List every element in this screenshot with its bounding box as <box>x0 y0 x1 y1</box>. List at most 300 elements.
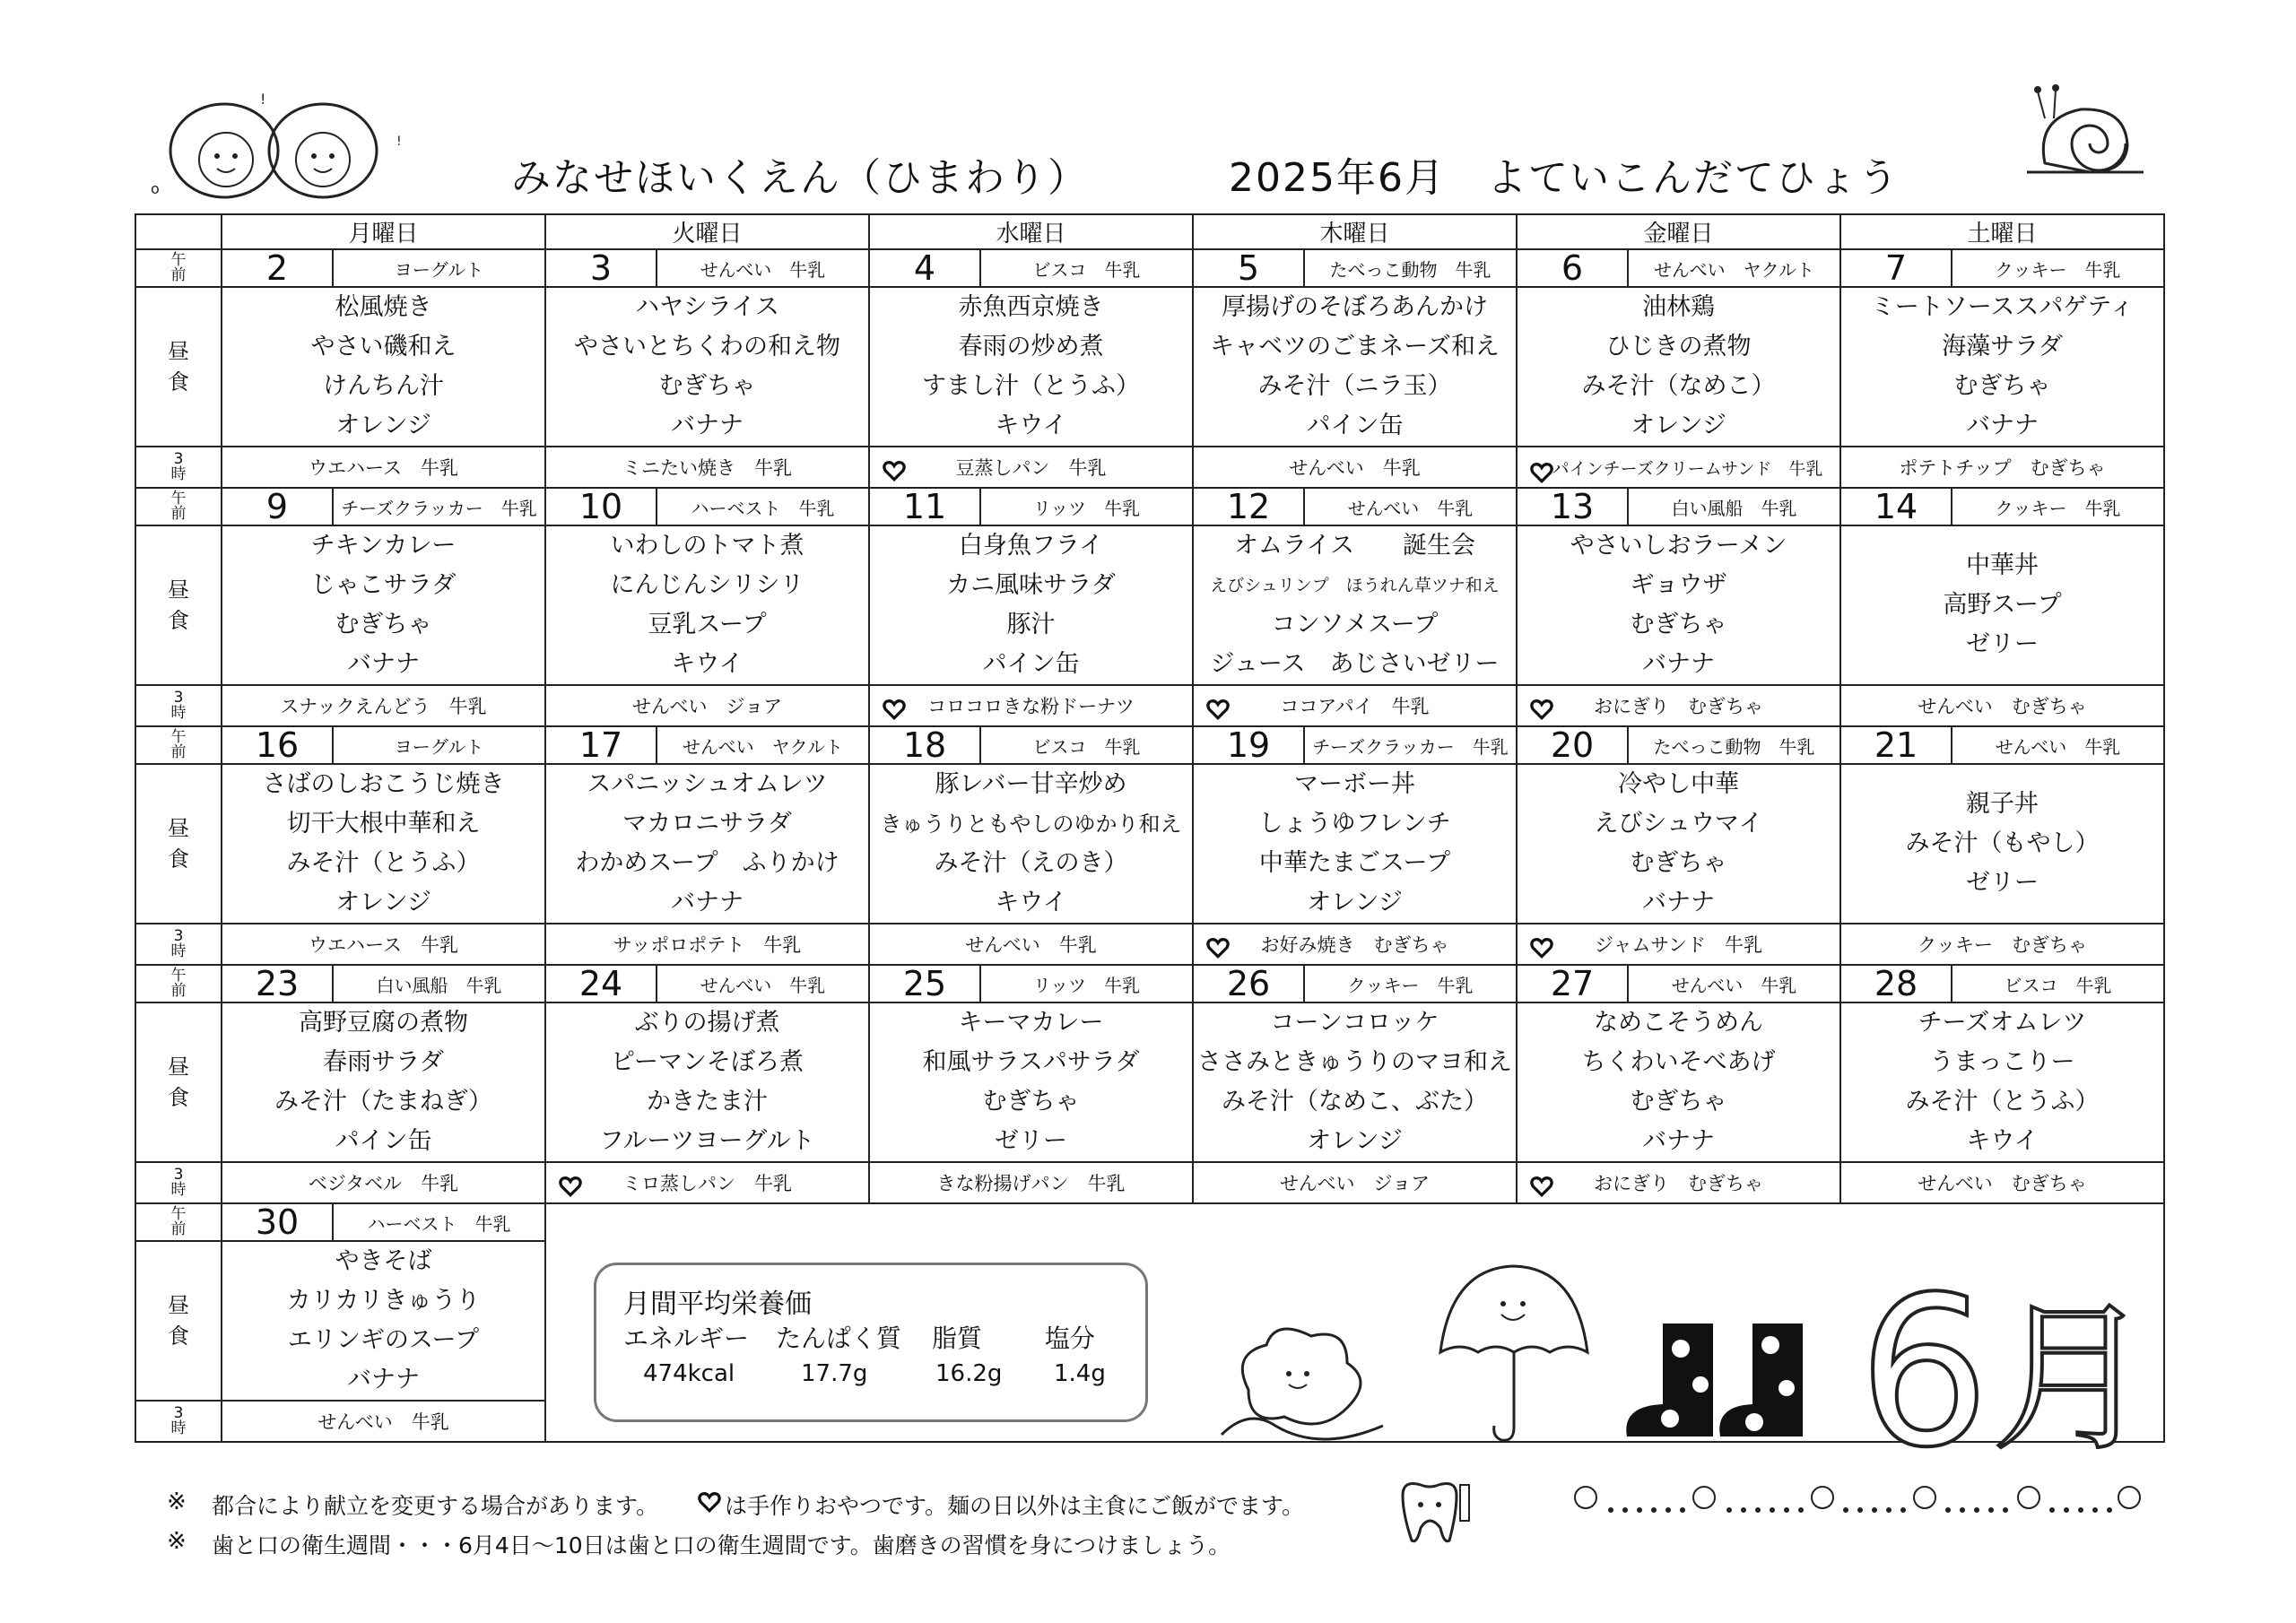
menu-item: バナナ <box>347 1366 420 1393</box>
pm-snack: せんべい 牛乳 <box>1289 457 1421 479</box>
pm-snack: せんべい 牛乳 <box>965 934 1097 956</box>
day-lunch-cell <box>1193 525 1517 685</box>
weekday-header-row <box>135 214 2164 249</box>
am-snack: せんべい 牛乳 <box>700 974 826 996</box>
am-snack: せんべい 牛乳 <box>700 258 826 281</box>
menu-item: パイン缶 <box>982 650 1080 678</box>
date-number: 23 <box>222 966 334 1002</box>
pm-snack: おにぎり むぎちゃ <box>1594 1173 1763 1194</box>
menu-item: 豚レバー甘辛炒め <box>935 770 1127 798</box>
lunch-menu <box>222 1003 544 1161</box>
menu-item: オレンジ <box>1631 412 1726 439</box>
date-number: 5 <box>1194 250 1305 286</box>
svg-text:!: ! <box>260 91 266 108</box>
menu-item: えびシュウマイ <box>1594 810 1763 838</box>
pm-snack: 豆蒸しパン 牛乳 <box>955 457 1107 479</box>
am-snack: せんべい 牛乳 <box>1347 497 1474 519</box>
menu-item: にんじんシリシリ <box>610 571 804 599</box>
menu-item: 海藻サラダ <box>1942 333 2063 360</box>
menu-item: ハヤシライス <box>635 293 779 321</box>
pm-snack: せんべい 牛乳 <box>317 1411 449 1433</box>
day-pm-cell <box>545 924 869 965</box>
day-am-cell <box>1517 965 1840 1002</box>
day-pm-cell <box>545 447 869 488</box>
day-lunch-cell <box>222 525 545 685</box>
pm-snack: おにぎり むぎちゃ <box>1594 696 1763 717</box>
day-pm-cell <box>545 685 869 726</box>
row-label: 昼 食 <box>168 816 189 872</box>
day-pm-cell <box>869 685 1193 726</box>
pm-label-cell <box>135 924 222 965</box>
lunch-menu <box>1194 1003 1516 1161</box>
svg-text:!: ! <box>396 135 402 149</box>
menu-item: 高野豆腐の煮物 <box>299 1009 468 1037</box>
menu-item: 松風焼き <box>335 293 432 321</box>
day-am-cell <box>1840 488 2164 525</box>
day-pm-cell <box>222 685 545 726</box>
nutrition-value: 16.2g <box>935 1360 1003 1387</box>
tooth-icon <box>1394 1478 1474 1546</box>
day-lunch-cell <box>869 1002 1193 1162</box>
pm-snack-row <box>135 447 2164 488</box>
nutrition-value: 17.7g <box>801 1360 868 1387</box>
am-snack: せんべい 牛乳 <box>1671 974 1797 996</box>
menu-item: バナナ <box>347 650 420 678</box>
menu-item: マカロニサラダ <box>622 810 792 838</box>
day-am-cell <box>869 249 1193 287</box>
menu-item: コンソメスープ <box>1271 611 1439 638</box>
date-number: 16 <box>222 727 334 763</box>
nutrition-box <box>594 1263 1148 1422</box>
menu-item: みそ汁（とうふ） <box>286 849 481 877</box>
menu-item: ぶりの揚げ煮 <box>634 1009 780 1037</box>
menu-item: わかめスープ ふりかけ <box>575 849 839 877</box>
umbrella-illustration <box>1433 1259 1595 1447</box>
big-kanji-month: 月 <box>1991 1286 2152 1467</box>
am-snack: せんべい ヤクルト <box>683 735 843 758</box>
weekday-header: 水曜日 <box>869 214 1193 249</box>
day-am-cell <box>545 965 869 1002</box>
pm-snack: クッキー むぎちゃ <box>1918 934 2087 956</box>
date-number: 28 <box>1841 966 1952 1002</box>
day-pm-cell <box>869 1162 1193 1203</box>
nutrition-header: 塩分 <box>1045 1324 1096 1353</box>
date-number: 11 <box>870 489 981 525</box>
pm-snack-row <box>135 685 2164 726</box>
menu-item: 春雨サラダ <box>323 1048 444 1076</box>
date-number: 26 <box>1194 966 1305 1002</box>
lunch-menu <box>870 526 1192 684</box>
day-lunch-cell <box>869 764 1193 924</box>
pm-snack: ウエハース 牛乳 <box>309 934 458 956</box>
day-am-cell <box>1193 488 1517 525</box>
menu-item: 豚汁 <box>1006 611 1056 638</box>
day-pm-cell <box>545 1162 869 1203</box>
lunch-menu <box>222 765 544 923</box>
heart-icon <box>1530 698 1553 721</box>
date-number: 4 <box>870 250 981 286</box>
pm-label-cell <box>135 447 222 488</box>
weekday-header: 木曜日 <box>1193 214 1517 249</box>
day-am-cell <box>222 488 545 525</box>
menu-item: バナナ <box>1642 1127 1715 1155</box>
menu-item: けんちん汁 <box>323 372 444 400</box>
menu-item: いわしのトマト煮 <box>610 532 804 560</box>
lunch-menu <box>1841 785 2163 903</box>
menu-item: ひじきの煮物 <box>1605 333 1752 360</box>
menu-item: 和風サラスパサラダ <box>922 1048 1140 1076</box>
june-decoration <box>1858 1252 2152 1467</box>
day-lunch-cell <box>869 287 1193 447</box>
pm-snack: コロコロきな粉ドーナツ <box>927 696 1135 717</box>
menu-item: スパニッシュオムレツ <box>587 770 828 798</box>
day-pm-cell <box>1193 1162 1517 1203</box>
row-label: 午 前 <box>170 967 187 1000</box>
lunch-row <box>135 764 2164 924</box>
menu-item: えびシュリンプ ほうれん草ツナ和え <box>1210 576 1500 595</box>
svg-text:o: o <box>151 180 160 197</box>
day-pm-cell <box>222 1162 545 1203</box>
date-number: 13 <box>1518 489 1629 525</box>
day-lunch-cell <box>545 764 869 924</box>
menu-item: 中華丼 <box>1966 551 2039 579</box>
pm-snack-row <box>135 1162 2164 1203</box>
menu-item: さばのしおこうじ焼き <box>262 770 505 798</box>
am-snack: せんべい ヤクルト <box>1654 258 1814 281</box>
date-number: 25 <box>870 966 981 1002</box>
menu-item: ゼリー <box>995 1127 1067 1155</box>
lunch-label-cell <box>135 1002 222 1162</box>
day-am-cell <box>1840 965 2164 1002</box>
lunch-menu <box>222 288 544 446</box>
am-snack: たべっこ動物 牛乳 <box>1653 735 1815 758</box>
lunch-menu <box>870 1003 1192 1161</box>
menu-item: ジュース あじさいゼリー <box>1210 650 1500 678</box>
menu-item: 豆乳スープ <box>648 611 767 638</box>
heart-icon <box>698 1490 721 1514</box>
day-am-cell <box>545 726 869 764</box>
menu-item: ゼリー <box>1966 869 2039 897</box>
day-am-cell <box>545 249 869 287</box>
day-lunch-cell <box>1517 764 1840 924</box>
am-snack: リッツ 牛乳 <box>1032 497 1141 519</box>
am-snack-row <box>135 488 2164 525</box>
day-pm-cell <box>869 924 1193 965</box>
pm-snack: せんべい むぎちゃ <box>1918 1173 2087 1194</box>
day-lunch-cell <box>222 287 545 447</box>
menu-item: 春雨の炒め煮 <box>958 333 1104 360</box>
lunch-menu <box>1841 288 2163 446</box>
menu-item: みそ汁（とうふ） <box>1905 1088 2100 1115</box>
menu-item: やさい磯和え <box>310 333 457 360</box>
note-line-1a: 都合により献立を変更する場合があります。 <box>212 1493 659 1519</box>
lunch-menu <box>1841 546 2163 664</box>
menu-item: なめこそうめん <box>1594 1009 1763 1037</box>
menu-item: 中華たまごスープ <box>1258 849 1451 877</box>
am-label-cell <box>135 249 222 287</box>
lunch-menu <box>1194 765 1516 923</box>
pm-label-cell <box>135 685 222 726</box>
lunch-menu <box>1518 526 1839 684</box>
day-am-cell <box>1840 249 2164 287</box>
menu-item: パイン缶 <box>335 1127 432 1155</box>
day-am-cell <box>869 965 1193 1002</box>
day-pm-cell <box>1193 685 1517 726</box>
day-am-cell <box>1193 249 1517 287</box>
day-lunch-cell <box>1517 287 1840 447</box>
pm-snack: ミロ蒸しパン 牛乳 <box>622 1173 792 1194</box>
menu-item: キウイ <box>1966 1127 2039 1155</box>
menu-item: むぎちゃ <box>335 611 432 638</box>
note-line-1b: は手作りおやつです。麺の日以外は主食にご飯がでます。 <box>725 1493 1305 1519</box>
date-number: 9 <box>222 489 334 525</box>
row-label: 昼 食 <box>168 339 189 395</box>
menu-item: むぎちゃ <box>1630 849 1727 877</box>
menu-item: キーマカレー <box>958 1009 1104 1037</box>
am-snack: ヨーグルト <box>394 735 484 758</box>
lunch-menu <box>1194 288 1516 446</box>
menu-item: 親子丼 <box>1966 790 2039 818</box>
weekday-header: 土曜日 <box>1840 214 2164 249</box>
am-snack: ビスコ 牛乳 <box>2004 974 2112 996</box>
menu-item: きゅうりともやしのゆかり和え <box>880 812 1182 837</box>
day-pm-cell <box>1840 447 2164 488</box>
menu-item: みそ汁（もやし） <box>1905 829 2100 857</box>
am-label-cell <box>135 488 222 525</box>
pm-label-cell <box>135 1401 222 1442</box>
menu-item: うまっこりー <box>1929 1048 2075 1076</box>
menu-item: 切干大根中華和え <box>286 810 481 838</box>
day-pm-cell <box>1517 685 1840 726</box>
pm-snack: ベジタベル 牛乳 <box>308 1173 459 1194</box>
menu-item: むぎちゃ <box>982 1088 1080 1115</box>
row-label: 昼 食 <box>168 1293 189 1349</box>
am-snack: チーズクラッカー 牛乳 <box>341 497 537 519</box>
menu-item: カニ風味サラダ <box>946 571 1116 599</box>
lunch-row <box>135 1002 2164 1162</box>
day-am-cell <box>1517 726 1840 764</box>
day-pm-cell <box>1193 924 1517 965</box>
menu-item: バナナ <box>671 889 744 916</box>
pm-snack: お好み焼き むぎちゃ <box>1260 934 1449 956</box>
lunch-menu <box>546 765 868 923</box>
day-lunch-cell <box>222 1241 545 1401</box>
menu-item: バナナ <box>1966 412 2039 439</box>
menu-item: キウイ <box>995 889 1067 916</box>
day-am-cell <box>222 249 545 287</box>
pm-snack: せんべい ジョア <box>1279 1173 1431 1194</box>
menu-item: オレンジ <box>335 412 431 439</box>
day-lunch-cell <box>545 287 869 447</box>
heart-icon <box>559 1175 582 1198</box>
am-snack: たべっこ動物 牛乳 <box>1329 258 1492 281</box>
school-title: みなせほいくえん（ひまわり） <box>511 155 1089 201</box>
nutrition-header: 脂質 <box>932 1324 983 1353</box>
weekday-header: 火曜日 <box>545 214 869 249</box>
day-lunch-cell <box>222 1002 545 1162</box>
am-snack: せんべい 牛乳 <box>1995 735 2121 758</box>
am-snack: 白い風船 牛乳 <box>376 974 502 996</box>
heart-icon <box>1530 936 1553 959</box>
menu-item: やさいしおラーメン <box>1570 532 1787 560</box>
lunch-menu <box>222 1242 544 1400</box>
am-snack: チーズクラッカー 牛乳 <box>1312 735 1509 758</box>
day-lunch-cell <box>869 525 1193 685</box>
lunch-menu <box>1518 765 1839 923</box>
row-label: 午 前 <box>170 1205 187 1238</box>
date-number: 19 <box>1194 727 1305 763</box>
menu-item: 赤魚西京焼き <box>958 293 1104 321</box>
menu-item: 高野スープ <box>1943 591 2062 619</box>
corner-cell <box>135 214 222 249</box>
day-pm-cell <box>869 447 1193 488</box>
note-mark: ※ <box>167 1528 187 1555</box>
menu-item: しょうゆフレンチ <box>1258 810 1451 838</box>
date-number: 30 <box>222 1204 334 1240</box>
menu-item: オレンジ <box>1307 889 1403 916</box>
pm-snack: ココアパイ 牛乳 <box>1280 696 1430 717</box>
am-snack: ハーベスト 牛乳 <box>367 1212 511 1235</box>
day-lunch-cell <box>1840 1002 2164 1162</box>
menu-item: バナナ <box>1642 889 1715 916</box>
menu-item: オレンジ <box>335 889 431 916</box>
day-am-cell <box>222 965 545 1002</box>
lunch-row <box>135 287 2164 447</box>
row-label: 3 時 <box>170 1166 187 1199</box>
date-number: 10 <box>546 489 657 525</box>
menu-item: じゃこサラダ <box>310 571 457 599</box>
am-snack: ビスコ 牛乳 <box>1032 735 1141 758</box>
note-line-2: 歯と口の衛生週間・・・6月4日～10日は歯と口の衛生週間です。歯磨きの習慣を身につけましょう。 <box>212 1532 1231 1558</box>
day-am-cell <box>222 1203 545 1241</box>
lunch-label-cell <box>135 764 222 924</box>
pm-label-cell <box>135 1162 222 1203</box>
day-lunch-cell <box>1193 1002 1517 1162</box>
day-am-cell <box>1840 726 2164 764</box>
menu-item: すまし汁（とうふ） <box>922 372 1140 400</box>
am-snack: クッキー 牛乳 <box>1347 974 1474 996</box>
am-label-cell <box>135 965 222 1002</box>
nutrition-header: エネルギー <box>623 1324 750 1353</box>
date-number: 17 <box>546 727 657 763</box>
lunch-label-cell <box>135 525 222 685</box>
menu-item: エリンギのスープ <box>287 1326 480 1354</box>
menu-item: ささみときゅうりのマヨ和え <box>1197 1048 1512 1076</box>
date-number: 18 <box>870 727 981 763</box>
menu-item: ちくわいそべあげ <box>1581 1048 1776 1076</box>
menu-item: パイン缶 <box>1306 412 1404 439</box>
am-snack: ヨーグルト <box>394 258 484 281</box>
menu-item: バナナ <box>671 412 744 439</box>
menu-item: むぎちゃ <box>658 372 756 400</box>
day-am-cell <box>1193 965 1517 1002</box>
day-pm-cell <box>1840 685 2164 726</box>
lunch-menu <box>1518 1003 1839 1161</box>
menu-item: やきそば <box>335 1247 432 1275</box>
heart-icon <box>883 698 906 721</box>
menu-item: みそ汁（ニラ玉） <box>1257 372 1452 400</box>
lunch-menu <box>870 765 1192 923</box>
day-pm-cell <box>1517 447 1840 488</box>
lunch-menu <box>1518 288 1839 446</box>
day-pm-cell <box>1193 447 1517 488</box>
menu-item: みそ汁（えのき） <box>934 849 1128 877</box>
row-label: 昼 食 <box>168 577 189 633</box>
menu-item: むぎちゃ <box>1630 1088 1727 1115</box>
lunch-menu <box>1194 526 1516 684</box>
menu-item: チーズオムレツ <box>1918 1009 2087 1037</box>
day-am-cell <box>222 726 545 764</box>
kids-chain-illustration <box>1568 1480 2142 1533</box>
day-am-cell <box>869 488 1193 525</box>
snail-illustration <box>2027 82 2152 181</box>
day-pm-cell <box>1840 924 2164 965</box>
lunch-menu <box>1841 1003 2163 1161</box>
heart-icon <box>883 459 906 482</box>
lunch-menu <box>546 526 868 684</box>
day-pm-cell <box>222 1401 545 1442</box>
am-label-cell <box>135 726 222 764</box>
day-lunch-cell <box>1193 764 1517 924</box>
lunch-menu <box>870 288 1192 446</box>
day-pm-cell <box>1840 1162 2164 1203</box>
day-pm-cell <box>222 447 545 488</box>
am-snack: 白い風船 牛乳 <box>1671 497 1797 519</box>
row-label: 3 時 <box>170 1404 187 1437</box>
date-number: 14 <box>1841 489 1952 525</box>
pm-snack: パインチーズクリームサンド 牛乳 <box>1552 458 1823 479</box>
menu-item: フルーツヨーグルト <box>599 1127 815 1155</box>
menu-item: オレンジ <box>1307 1127 1403 1155</box>
nutrition-title: 月間平均栄養価 <box>623 1289 812 1320</box>
day-lunch-cell <box>222 764 545 924</box>
menu-item: ミートソーススパゲティ <box>1870 293 2135 321</box>
day-lunch-cell <box>1193 287 1517 447</box>
am-snack-row <box>135 965 2164 1002</box>
nutrition-value: 1.4g <box>1054 1360 1106 1387</box>
menu-item: マーボー丼 <box>1294 770 1415 798</box>
am-snack: ハーベスト 牛乳 <box>691 497 835 519</box>
am-snack: リッツ 牛乳 <box>1032 974 1141 996</box>
day-lunch-cell <box>545 525 869 685</box>
menu-item: バナナ <box>1642 650 1715 678</box>
menu-item: 厚揚げのそぼろあんかけ <box>1222 293 1488 321</box>
menu-item: 油林鶏 <box>1642 293 1715 321</box>
date-number: 12 <box>1194 489 1305 525</box>
row-label: 午 前 <box>170 490 187 523</box>
weekday-header: 金曜日 <box>1517 214 1840 249</box>
pm-snack: サッポロポテト 牛乳 <box>613 934 802 956</box>
menu-item: ピーマンそぼろ煮 <box>611 1048 804 1076</box>
date-number: 7 <box>1841 250 1952 286</box>
date-number: 3 <box>546 250 657 286</box>
pm-snack: せんべい ジョア <box>631 696 783 717</box>
day-pm-cell <box>222 924 545 965</box>
heart-icon <box>1530 1175 1553 1198</box>
day-lunch-cell <box>1840 287 2164 447</box>
pm-snack: きな粉揚げパン 牛乳 <box>936 1173 1126 1194</box>
am-snack: クッキー 牛乳 <box>1995 497 2121 519</box>
pm-snack: ジャムサンド 牛乳 <box>1594 934 1763 956</box>
date-number: 21 <box>1841 727 1952 763</box>
lunch-menu <box>546 288 868 446</box>
day-pm-cell <box>1517 1162 1840 1203</box>
menu-item: キウイ <box>995 412 1067 439</box>
am-label-cell <box>135 1203 222 1241</box>
pm-snack: せんべい むぎちゃ <box>1918 696 2087 717</box>
lunch-row <box>135 525 2164 685</box>
row-label: 昼 食 <box>168 1055 189 1110</box>
